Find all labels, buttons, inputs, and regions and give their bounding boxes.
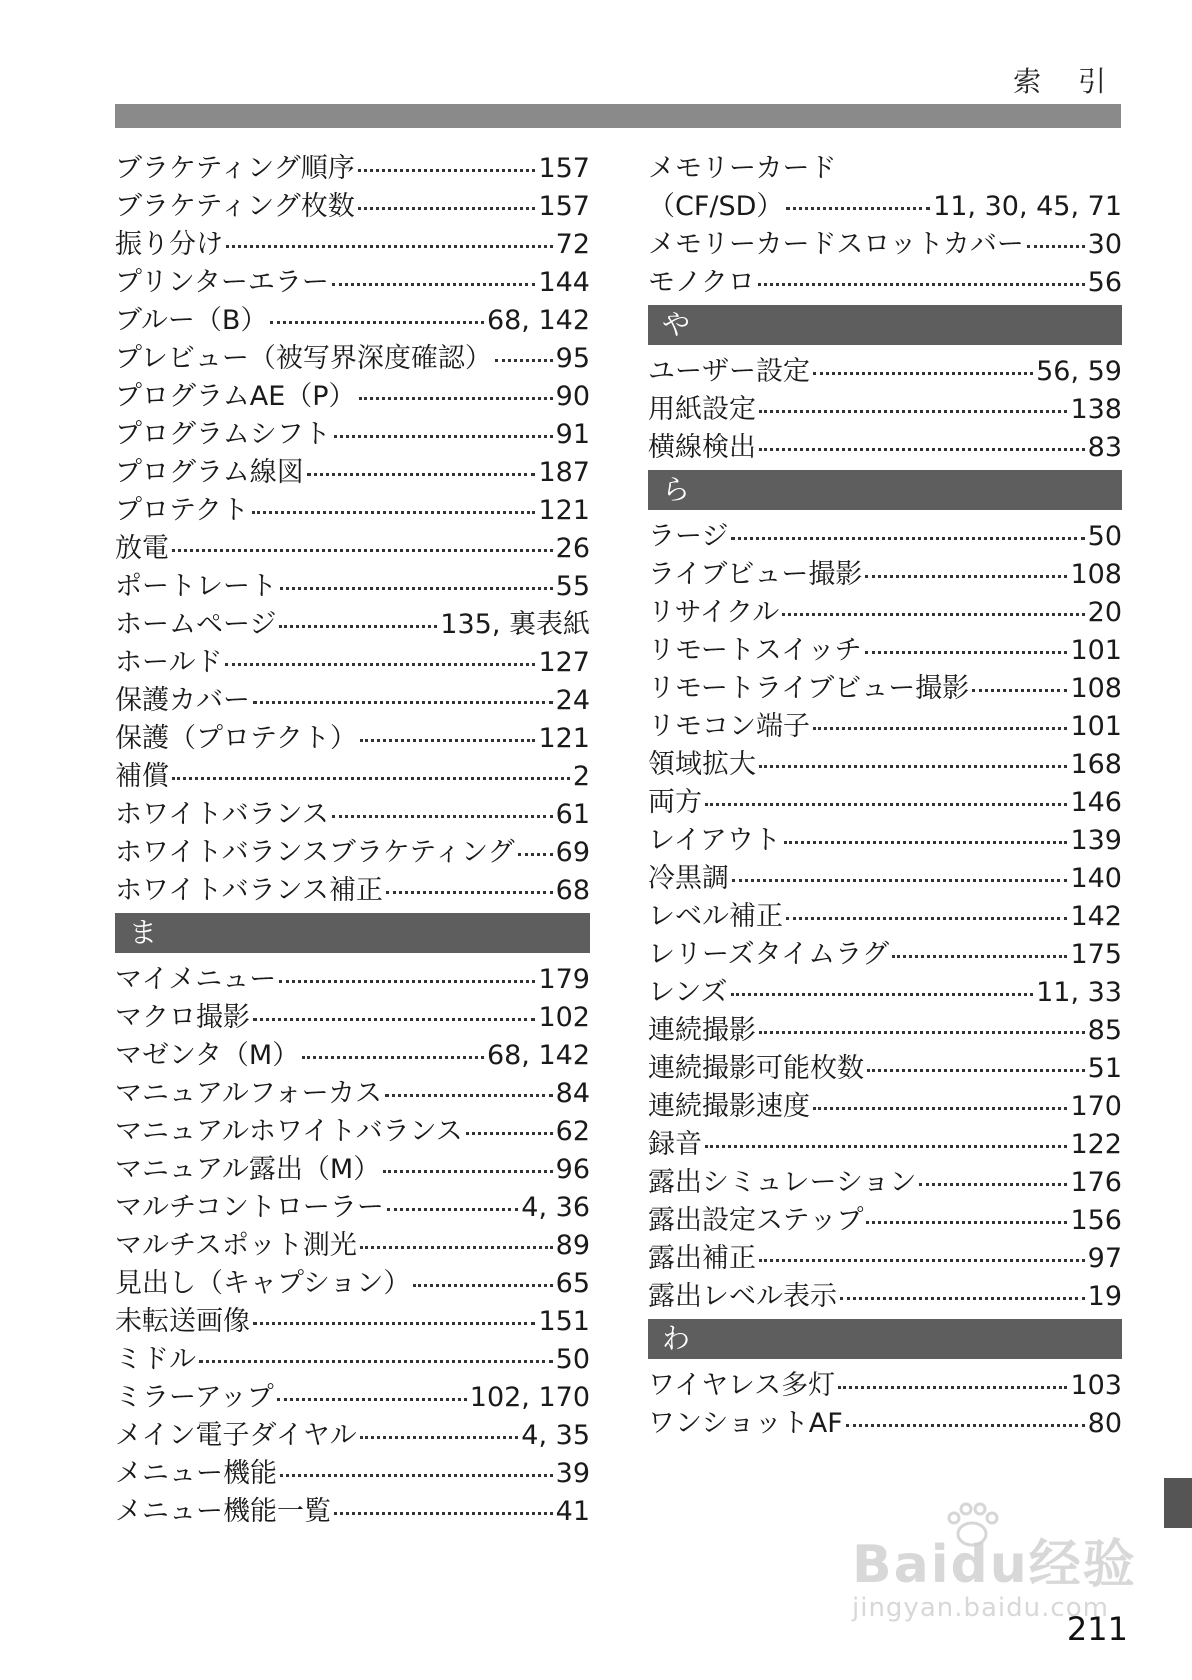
index-term: リモートスイッチ (648, 635, 862, 666)
index-entry (648, 1088, 1122, 1126)
index-entry (648, 746, 1122, 784)
leader-dots (759, 1031, 1085, 1034)
index-term: マゼンタ（M） (115, 1040, 300, 1071)
index-term: マルチスポット測光 (115, 1230, 357, 1261)
watermark-url: jingyan.baidu.com (852, 1593, 1109, 1623)
page-reference: 102, 170 (469, 1382, 590, 1413)
page-reference: 39 (555, 1458, 590, 1489)
index-term: メニュー機能一覧 (115, 1496, 331, 1527)
leader-dots (360, 1436, 519, 1439)
page-reference: 85 (1087, 1015, 1122, 1046)
leader-dots (759, 448, 1085, 451)
index-term: 連続撮影可能枚数 (648, 1053, 864, 1084)
page-reference: 50 (1087, 521, 1122, 552)
index-entry (648, 784, 1122, 822)
leader-dots (280, 587, 553, 590)
leader-dots (279, 625, 437, 628)
index-term: ブルー（B） (115, 305, 268, 336)
leader-dots (732, 879, 1067, 882)
index-term: リモコン端子 (648, 711, 810, 742)
page-reference: 101 (1070, 711, 1122, 742)
index-entry (115, 492, 590, 530)
index-term: 冷黒調 (648, 863, 729, 894)
leader-dots (253, 701, 553, 704)
index-entry (115, 1189, 590, 1227)
leader-dots (280, 1474, 553, 1477)
watermark-logo: Baidu经验 (852, 1535, 1137, 1595)
leader-dots (813, 1107, 1067, 1110)
page-reference: 62 (555, 1116, 590, 1147)
index-term: 録音 (648, 1129, 702, 1160)
page-reference: 72 (555, 229, 590, 260)
index-term: レンズ (648, 977, 728, 1008)
leader-dots (1027, 245, 1085, 248)
leader-dots (731, 537, 1084, 540)
index-term: ライブビュー撮影 (648, 559, 863, 590)
leader-dots (840, 1297, 1085, 1300)
index-entry (648, 1012, 1122, 1050)
index-entry (648, 353, 1122, 391)
page-reference: 121 (538, 723, 590, 754)
leader-dots (360, 739, 536, 742)
leader-dots (358, 169, 536, 172)
index-column-left (115, 150, 590, 1531)
index-term: ワイヤレス多灯 (648, 1370, 836, 1401)
index-entry (115, 758, 590, 796)
leader-dots (358, 207, 536, 210)
index-entry (648, 518, 1122, 556)
page-reference: 4, 35 (521, 1420, 590, 1451)
index-entry (648, 632, 1122, 670)
index-entry (115, 226, 590, 264)
leader-dots (518, 853, 553, 856)
index-entry (648, 1126, 1122, 1164)
page-reference: 135, 裏表紙 (440, 609, 590, 640)
index-entry (115, 188, 590, 226)
page-reference: 24 (555, 685, 590, 716)
leader-dots (226, 245, 553, 248)
page-reference: 61 (555, 799, 590, 830)
index-entry (115, 999, 590, 1037)
index-entry (115, 530, 590, 568)
index-term: リサイクル (648, 597, 780, 628)
index-entry (115, 340, 590, 378)
index-term: ワンショットAF (648, 1408, 843, 1439)
leader-dots (413, 1284, 552, 1287)
leader-dots (360, 1246, 553, 1249)
index-term: ホールド (115, 647, 223, 678)
section-header: や (648, 305, 1122, 345)
index-term: ユーザー設定 (648, 356, 810, 387)
index-term: リモートライブビュー撮影 (648, 673, 970, 704)
index-term: プリンターエラー (115, 267, 329, 298)
index-entry (648, 1050, 1122, 1088)
page-reference: 121 (538, 495, 590, 526)
section-header: わ (648, 1319, 1122, 1359)
leader-dots (253, 1322, 535, 1325)
index-term: マクロ撮影 (115, 1002, 250, 1033)
index-term: ミラーアップ (115, 1382, 274, 1413)
leader-dots (172, 777, 570, 780)
leader-dots (813, 372, 1033, 375)
leader-dots (759, 410, 1067, 413)
page-reference: 175 (1070, 939, 1122, 970)
index-term: メモリーカードスロットカバー (648, 229, 1024, 260)
index-entry (648, 264, 1122, 302)
index-term: 見出し（キャプション） (115, 1268, 411, 1299)
page-reference: 68, 142 (486, 1040, 590, 1071)
page-reference: 168 (1070, 749, 1122, 780)
page-reference: 103 (1070, 1370, 1122, 1401)
index-entry (648, 594, 1122, 632)
leader-dots (334, 1512, 553, 1515)
index-term: 横線検出 (648, 432, 756, 463)
page-reference: 4, 36 (521, 1192, 590, 1223)
page-reference: 146 (1070, 787, 1122, 818)
index-term: 保護カバー (115, 685, 250, 716)
leader-dots (866, 1221, 1067, 1224)
leader-dots (758, 283, 1085, 286)
index-entry (115, 644, 590, 682)
index-entry (115, 796, 590, 834)
leader-dots (786, 207, 930, 210)
leader-dots (759, 765, 1067, 768)
index-term: プロテクト (115, 495, 249, 526)
page-reference: 170 (1070, 1091, 1122, 1122)
page-reference: 179 (538, 964, 590, 995)
index-term: 連続撮影速度 (648, 1091, 810, 1122)
leader-dots (277, 1398, 467, 1401)
page-reference: 157 (538, 153, 590, 184)
leader-dots (846, 1424, 1085, 1427)
leader-dots (495, 359, 553, 362)
page-reference: 138 (1070, 394, 1122, 425)
leader-dots (253, 1018, 535, 1021)
leader-dots (892, 955, 1067, 958)
leader-dots (252, 511, 536, 514)
index-entry (115, 1341, 590, 1379)
index-entry (648, 1367, 1122, 1405)
page-reference: 157 (538, 191, 590, 222)
index-term: マルチコントローラー (115, 1192, 384, 1223)
index-entry (648, 822, 1122, 860)
index-term: 用紙設定 (648, 394, 756, 425)
leader-dots (705, 803, 1067, 806)
page-reference: 19 (1087, 1281, 1122, 1312)
page-reference: 151 (538, 1306, 590, 1337)
leader-dots (865, 651, 1068, 654)
page-reference: 56, 59 (1036, 356, 1122, 387)
leader-dots (385, 1094, 553, 1097)
leader-dots (225, 663, 535, 666)
index-column-right (648, 150, 1122, 1443)
leader-dots (813, 727, 1067, 730)
index-entry (648, 1164, 1122, 1202)
leader-dots (302, 1056, 484, 1059)
section-header: ら (648, 470, 1122, 510)
leader-dots (307, 473, 536, 476)
index-entry (115, 1455, 590, 1493)
leader-dots (731, 993, 1034, 996)
index-term: 未転送画像 (115, 1306, 250, 1337)
index-term: 保護（プロテクト） (115, 723, 357, 754)
leader-dots (838, 1386, 1067, 1389)
page-reference: 84 (555, 1078, 590, 1109)
leader-dots (270, 321, 483, 324)
index-term: プログラムシフト (115, 419, 331, 450)
index-entry (648, 556, 1122, 594)
index-entry (115, 834, 590, 872)
index-term: レベル補正 (648, 901, 783, 932)
index-entry (115, 264, 590, 302)
index-entry (648, 1278, 1122, 1316)
page-reference: 30 (1087, 229, 1122, 260)
leader-dots (387, 1208, 518, 1211)
page-reference: 101 (1070, 635, 1122, 666)
index-entry (115, 961, 590, 999)
index-entry (115, 1227, 590, 1265)
index-entry (648, 974, 1122, 1012)
leader-dots (705, 1145, 1067, 1148)
index-entry (115, 416, 590, 454)
page-reference: 176 (1070, 1167, 1122, 1198)
page-reference: 68, 142 (486, 305, 590, 336)
header-bar (115, 104, 1121, 128)
index-entry (115, 302, 590, 340)
index-entry (648, 188, 1122, 226)
index-term: 放電 (115, 533, 169, 564)
page-reference: 140 (1070, 863, 1122, 894)
index-entry (115, 606, 590, 644)
index-term: 連続撮影 (648, 1015, 756, 1046)
page-reference: 108 (1070, 673, 1122, 704)
leader-dots (466, 1132, 553, 1135)
index-entry (115, 720, 590, 758)
leader-dots (759, 1259, 1085, 1262)
page-reference: 97 (1087, 1243, 1122, 1274)
leader-dots (359, 397, 553, 400)
index-entry (648, 860, 1122, 898)
page-reference: 144 (538, 267, 590, 298)
page-reference: 83 (1087, 432, 1122, 463)
page-reference: 108 (1070, 559, 1122, 590)
index-term: ポートレート (115, 571, 277, 602)
index-entry (115, 1303, 590, 1341)
page-reference: 89 (555, 1230, 590, 1261)
page-reference: 142 (1070, 901, 1122, 932)
index-entry (115, 1075, 590, 1113)
page-reference: 102 (538, 1002, 590, 1033)
index-entry (115, 682, 590, 720)
index-term: マニュアル露出（M） (115, 1154, 381, 1185)
index-term: 領域拡大 (648, 749, 756, 780)
index-entry (648, 1240, 1122, 1278)
page-number: 211 (1066, 1610, 1128, 1648)
index-entry (115, 454, 590, 492)
index-term: マイメニュー (115, 964, 277, 995)
page-reference: 91 (555, 419, 590, 450)
leader-dots (332, 815, 553, 818)
index-term: 補償 (115, 761, 169, 792)
index-term: マニュアルホワイトバランス (115, 1116, 463, 1147)
page-reference: 56 (1087, 267, 1122, 298)
leader-dots (383, 1170, 552, 1173)
page-reference: 51 (1087, 1053, 1122, 1084)
leader-dots (279, 980, 535, 983)
page-reference: 65 (555, 1268, 590, 1299)
leader-dots (172, 549, 553, 552)
index-term: 両方 (648, 787, 702, 818)
index-term-line1: メモリーカード (648, 153, 837, 184)
index-entry (115, 1265, 590, 1303)
index-entry (648, 391, 1122, 429)
index-entry (648, 1405, 1122, 1443)
page-reference: 11, 33 (1036, 977, 1122, 1008)
index-entry (115, 378, 590, 416)
page-reference: 96 (555, 1154, 590, 1185)
index-term: ホームページ (115, 609, 277, 640)
page-reference: 139 (1070, 825, 1122, 856)
index-term: レリーズタイムラグ (648, 939, 890, 970)
page-reference: 50 (555, 1344, 590, 1375)
page-reference: 55 (555, 571, 590, 602)
index-entry (115, 1151, 590, 1189)
index-term: メニュー機能 (115, 1458, 277, 1489)
leader-dots (919, 1183, 1067, 1186)
index-term: ミドル (115, 1344, 196, 1375)
index-entry (648, 708, 1122, 746)
index-term: 露出レベル表示 (648, 1281, 837, 1312)
index-entry (115, 150, 590, 188)
page-reference: 90 (555, 381, 590, 412)
watermark (852, 1522, 1137, 1623)
index-term: プレビュー（被写界深度確認） (115, 343, 492, 374)
index-term: ホワイトバランス補正 (115, 875, 383, 906)
leader-dots (332, 283, 536, 286)
page-reference: 156 (1070, 1205, 1122, 1236)
index-term: ホワイトバランスブラケティング (115, 837, 515, 868)
index-term: 露出設定ステップ (648, 1205, 864, 1236)
leader-dots (786, 917, 1067, 920)
index-entry (648, 670, 1122, 708)
index-term: モノクロ (648, 267, 755, 298)
page-reference: 80 (1087, 1408, 1122, 1439)
index-term: レイアウト (648, 825, 781, 856)
index-entry (115, 1379, 590, 1417)
page-reference: 95 (555, 343, 590, 374)
page-title: 索 引 (1013, 65, 1120, 98)
page-reference: 69 (555, 837, 590, 868)
index-term: マニュアルフォーカス (115, 1078, 383, 1109)
leader-dots (782, 613, 1084, 616)
index-entry (115, 872, 590, 910)
page-reference: 122 (1070, 1129, 1122, 1160)
page-reference: 20 (1087, 597, 1122, 628)
leader-dots (867, 1069, 1085, 1072)
page-reference: 11, 30, 45, 71 (933, 191, 1122, 222)
index-entry (648, 898, 1122, 936)
page-reference: 187 (538, 457, 590, 488)
index-term: ラージ (648, 521, 729, 552)
index-entry (115, 1113, 590, 1151)
index-term: ブラケティング枚数 (115, 191, 355, 222)
section-header: ま (115, 913, 590, 953)
index-term: メイン電子ダイヤル (115, 1420, 357, 1451)
index-term: 露出補正 (648, 1243, 756, 1274)
index-term: ホワイトバランス (115, 799, 329, 830)
index-term: 露出シミュレーション (648, 1167, 917, 1198)
page-reference: 41 (555, 1496, 590, 1527)
index-term: 振り分け (115, 229, 223, 260)
index-entry (648, 1202, 1122, 1240)
index-term: プログラム線図 (115, 457, 304, 488)
leader-dots (784, 841, 1068, 844)
index-term: プログラムAE（P） (115, 381, 356, 412)
index-entry (115, 568, 590, 606)
index-entry (648, 936, 1122, 974)
section-tab-marker (1164, 1478, 1192, 1528)
index-entry (115, 1417, 590, 1455)
index-term: ブラケティング順序 (115, 153, 355, 184)
page-reference: 2 (572, 761, 590, 792)
page-reference: 68 (555, 875, 590, 906)
index-entry (648, 429, 1122, 467)
index-entry (115, 1493, 590, 1531)
leader-dots (386, 891, 553, 894)
leader-dots (334, 435, 553, 438)
index-entry (115, 1037, 590, 1075)
page-reference: 26 (555, 533, 590, 564)
index-entry (648, 226, 1122, 264)
index-term: （CF/SD） (648, 191, 784, 222)
page-reference: 127 (538, 647, 590, 678)
leader-dots (865, 575, 1067, 578)
leader-dots (972, 689, 1067, 692)
leader-dots (199, 1360, 553, 1363)
